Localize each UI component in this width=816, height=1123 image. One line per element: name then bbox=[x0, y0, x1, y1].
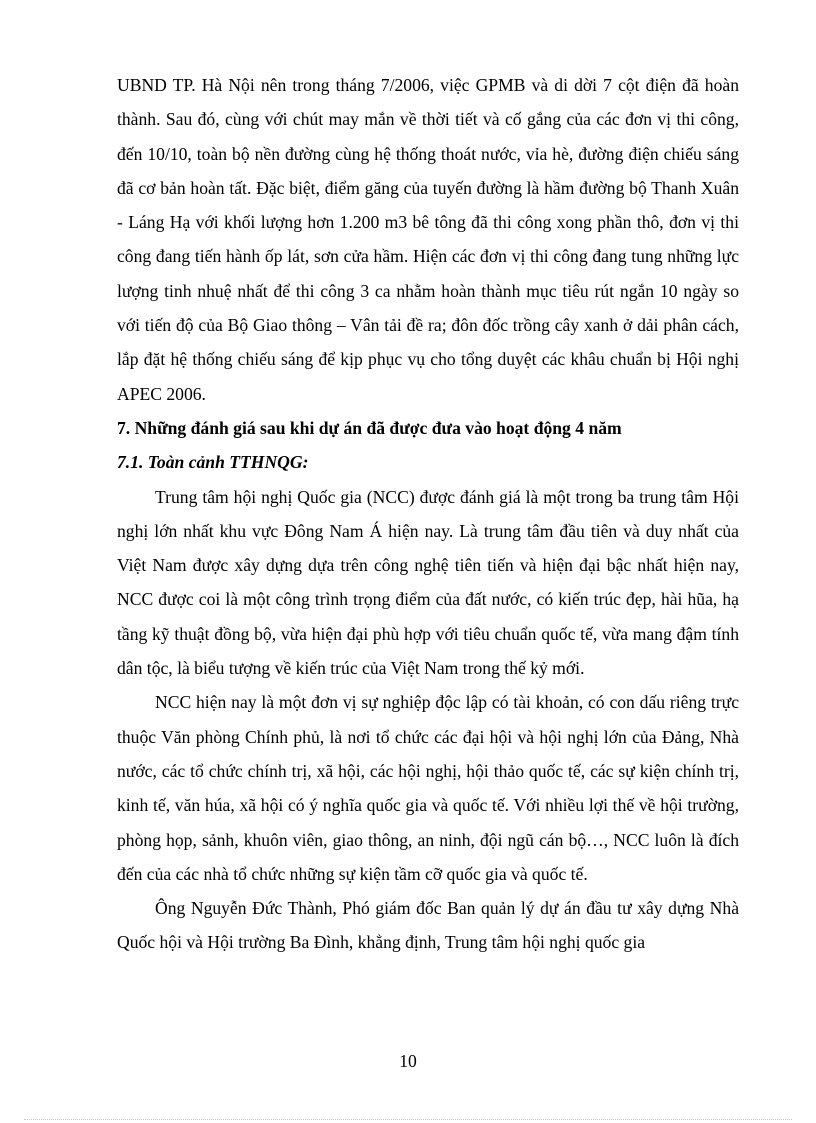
document-body bbox=[117, 68, 739, 960]
page-bottom-divider bbox=[24, 1119, 792, 1120]
continuation-paragraph: UBND TP. Hà Nội nên trong tháng 7/2006, việc GPMB và di dời 7 cột điện đã hoàn thành. Sau đó, cùng với chút may mắn về thời tiết và cố gắng của các đơn vị thi công, đến 10/10, toàn bộ nền đường cùng hệ thống thoát nước, vỉa hè, đường điện chiếu sáng đã cơ bản hoàn tất. Đặc biệt, điểm găng của tuyến đường là hầm đường bộ Thanh Xuân - Láng Hạ với khối lượng hơn 1.200 m3 bê tông đã thi công xong phần thô, đơn vị thi công đang tiến hành ốp lát, sơn cửa hầm. Hiện các đơn vị thi công đang tung những lực lượng tinh nhuệ nhất để thi công 3 ca nhằm hoàn thành mục tiêu rút ngắn 10 ngày so với tiến độ của Bộ Giao thông – Vân tải đề ra; đôn đốc trồng cây xanh ở dải phân cách, lắp đặt hệ thống chiếu sáng để kịp phục vụ cho tổng duyệt các khâu chuẩn bị Hội nghị APEC 2006. bbox=[117, 75, 739, 404]
paragraph-ncc-role: NCC hiện nay là một đơn vị sự nghiệp độc lập có tài khoản, có con dấu riêng trực thuộc Văn phòng Chính phủ, là nơi tổ chức các đại hội và hội nghị lớn của Đảng, Nhà nước, các tổ chức chính trị, xã hội, các hội nghị, hội thảo quốc tế, các sự kiện chính trị, kinh tế, văn húa, xã hội có ý nghĩa quốc gia và quốc tế. Với nhiều lợi thế về hội trường, phòng họp, sảnh, khuôn viên, giao thông, an ninh, đội ngũ cán bộ…, NCC luôn là đích đến của các nhà tổ chức những sự kiện tầm cỡ quốc gia và quốc tế. bbox=[117, 692, 739, 884]
section-heading: 7. Những đánh giá sau khi dự án đã được đưa vào hoạt động 4 năm bbox=[117, 417, 622, 438]
subsection-heading: 7.1. Toàn cảnh TTHNQG: bbox=[117, 452, 309, 473]
paragraph-statement: Ông Nguyễn Đức Thành, Phó giám đốc Ban quản lý dự án đầu tư xây dựng Nhà Quốc hội và Hội trường Ba Đình, khẳng định, Trung tâm hội nghị quốc gia bbox=[117, 898, 739, 953]
paragraph-ncc-overview: Trung tâm hội nghị Quốc gia (NCC) được đánh giá là một trong ba trung tâm Hội nghị lớn nhất khu vực Đông Nam Á hiện nay. Là trung tâm đầu tiên và duy nhất của Việt Nam được xây dựng dựa trên công nghệ tiên tiến và hiện đại bậc nhất hiện nay, NCC được coi là một công trình trọng điểm của đất nước, có kiến trúc đẹp, hài hũa, hạ tầng kỹ thuật đồng bộ, vừa hiện đại phù hợp với tiêu chuẩn quốc tế, vừa mang đậm tính dân tộc, là biểu tượng về kiến trúc của Việt Nam trong thế kỷ mới. bbox=[117, 486, 739, 679]
page-number: 10 bbox=[399, 1051, 417, 1071]
